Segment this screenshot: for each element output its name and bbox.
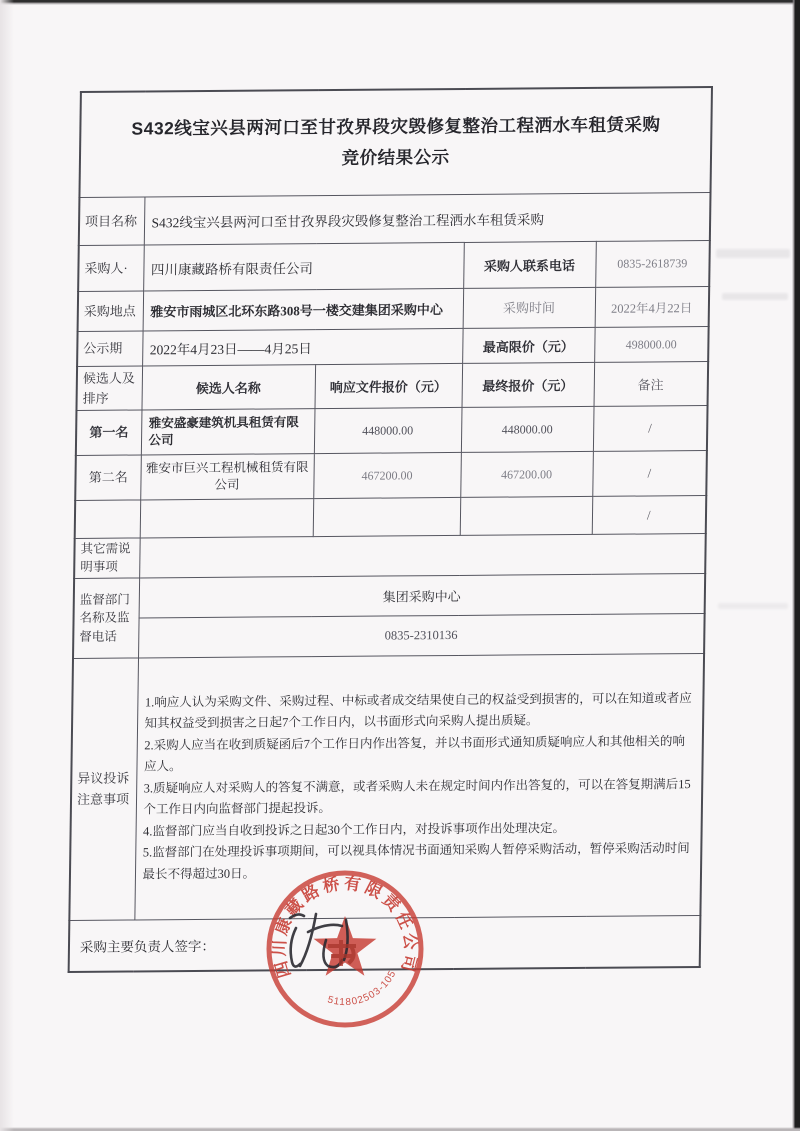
- stamp-code-text: 511802503-105: [326, 968, 399, 1009]
- scan-edge-left: [0, 0, 14, 1131]
- supervision-label: 监督部门名称及监督电话: [73, 578, 139, 659]
- supervision-phone: 0835-2310136: [138, 614, 705, 658]
- location-label: 采购地点: [78, 291, 144, 332]
- scan-edge-bottom: [0, 1127, 800, 1131]
- candidate-rank: [75, 500, 141, 539]
- supervision-row-name: [74, 574, 706, 619]
- candidate-name: [140, 499, 314, 538]
- project-value: S432线宝兴县两河口至甘孜界段灾毁修复整治工程洒水车租赁采购: [144, 193, 711, 245]
- scan-edge-top: [0, 0, 800, 5]
- candidate-rank: 第二名: [75, 455, 141, 501]
- purchaser-phone-value: 0835-2618739: [595, 241, 710, 288]
- supervision-department: 集团采购中心: [139, 574, 706, 618]
- publicity-row: [77, 327, 709, 367]
- note-header: 备注: [594, 362, 709, 407]
- candidate-row-1: [76, 406, 708, 456]
- candidate-final-price: 467200.00: [460, 451, 593, 497]
- scan-streak: [716, 249, 790, 258]
- purchaser-value: 四川康藏路桥有限责任公司: [143, 242, 464, 291]
- purchaser-phone-label: 采购人联系电话: [463, 241, 596, 288]
- maxprice-value: 498000.00: [594, 327, 709, 363]
- other-notes-label: 其它需说明事项: [74, 538, 140, 579]
- title-row: [79, 87, 712, 197]
- objection-text: 1.响应人认为采购文件、采购过程、中标或者成交结果使自己的权益受到损害的，可以在知道或者应知其权益受到损害之日起7个工作日内，以书面形式向采购人提出质疑。 2.采购人应当在收到质疑函后7个工作日内作出答复，并以书面形式通知质疑响应人和其他相关的响应人。 3.质疑响应人对采购人的答复不满意，或者采购人未在规定时间内作出答复的，可以在答复期满后15个工作日内向监督部门提起投诉。 4.监督部门应当自收到投诉之日起30个工作日内，对投诉事项作出处理决定。 5.监督部门在处理投诉事项期间，可以视具体情况书面通知采购人暂停采购活动，暂停采购活动时间最长不得超过30日。: [134, 654, 704, 920]
- purchaser-row: [78, 241, 710, 292]
- time-value: 2022年4月22日: [595, 287, 710, 328]
- scan-edge-right: [792, 0, 800, 1131]
- candidate-final-price: 448000.00: [461, 406, 594, 452]
- final-price-header: 最终报价（元）: [462, 362, 595, 407]
- other-notes-value: [139, 534, 706, 578]
- purchaser-label: 采购人·: [78, 245, 144, 292]
- location-value: 雅安市雨城区北环东路308号一楼交建集团采购中心: [143, 288, 464, 331]
- candidate-doc-price: 448000.00: [314, 407, 462, 453]
- page-title: S432线宝兴县两河口至甘孜界段灾毁修复整治工程洒水车租赁采购 竞价结果公示: [79, 87, 712, 197]
- publicity-value: 2022年4月23日——4月25日: [142, 328, 463, 366]
- scan-streak: [722, 293, 788, 300]
- candidate-final-price: [460, 496, 593, 535]
- publicity-label: 公示期: [77, 331, 142, 367]
- objection-label: 异议投诉注意事项: [69, 658, 138, 921]
- project-row: [79, 193, 711, 246]
- candidate-note: /: [592, 496, 707, 535]
- signature-label: 采购主要负责人签字：: [69, 916, 701, 972]
- result-table: [68, 86, 713, 973]
- maxprice-label: 最高限价（元）: [462, 327, 595, 363]
- candidate-doc-price: 467200.00: [313, 452, 461, 498]
- supervision-row-phone: [73, 614, 705, 659]
- name-header: 候选人名称: [141, 365, 315, 410]
- candidate-name: 雅安盛豪建筑机具租赁有限公司: [141, 409, 315, 455]
- candidate-note: /: [593, 406, 708, 452]
- candidate-note: /: [592, 451, 707, 497]
- objection-row: [69, 654, 704, 921]
- doc-price-header: 响应文件报价（元）: [314, 363, 462, 408]
- stamp-company-text: 四川康藏路桥有限责任公司: [269, 873, 421, 981]
- other-notes-row: [74, 534, 706, 579]
- candidate-rank: 第一名: [76, 410, 142, 456]
- signature-row: [69, 916, 701, 972]
- project-label: 项目名称: [79, 197, 145, 246]
- candidate-row-empty: [75, 496, 707, 539]
- scan-streak: [718, 603, 788, 609]
- location-row: [78, 287, 710, 332]
- candidate-name: 雅安市巨兴工程机械租赁有限公司: [140, 454, 314, 500]
- candidates-header-row: [76, 362, 708, 411]
- rank-header: 候选人及排序: [76, 366, 142, 411]
- candidate-doc-price: [313, 497, 461, 536]
- candidate-row-2: [75, 451, 707, 501]
- time-label: 采购时间: [463, 287, 596, 328]
